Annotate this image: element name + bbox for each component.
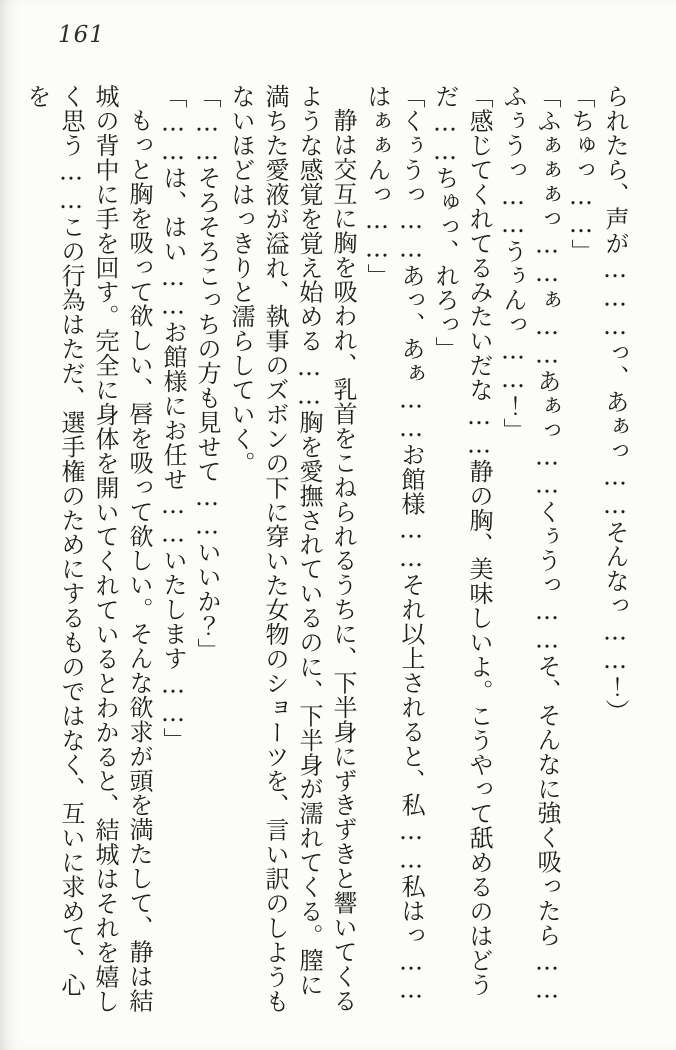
vertical-text-area — [20, 84, 632, 1014]
paragraph-dialogue: 「ちゅっ……」 — [567, 84, 595, 264]
paragraph-dialogue: 「くぅうっ……あっ、あぁ……お館様……それ以上されると、私……私はっ……はぁぁんっ……」 — [363, 84, 425, 1005]
paragraph-dialogue: 「……そろそろこっちの方も見せて……いいか？」 — [193, 84, 221, 663]
paragraph-narration: もっと胸を吸って欲しい、唇を吸って欲しい。そんな欲求が頭を満たして、静は結城の背中に手を回す。完全に身体を開いてくれているとわかると、結城はそれを嬉しく思う……この行為はただ、選手権のためにするものではなく、互いに求めて、心を — [23, 84, 153, 1014]
paragraph-dialogue: 「ふぁぁぁっ……ぁ……あぁっ……くぅうっ……そ、そんなに強く吸ったら……ふぅうっ……うぅんっ……！」 — [499, 84, 561, 1005]
paragraph-narration: 静は交互に胸を吸われ、乳首をこねられるうちに、下半身にずきずきと響いてくるような感覚を覚え始める……胸を愛撫されているのに、下半身が濡れてくる。膣に満ちた愛液が溢れ、執事のズボンの下に穿いた女物のショーツを、言い訳のしようもないほどはっきりと濡らしていく。 — [227, 84, 357, 1014]
page-number: 161 — [58, 22, 105, 48]
paragraph-dialogue: 「……は、はい……お館様にお任せ……いたします……」 — [159, 84, 187, 752]
paragraph-narration-continuation: られたら、声が………っ、あぁっ……そんなっ……！） — [601, 84, 629, 724]
paragraph-dialogue: 「感じてくれてるみたいだな……静の胸、美味しいよ。こうやって舐めるのはどうだ……ちゅっ、れろっ」 — [431, 84, 493, 997]
